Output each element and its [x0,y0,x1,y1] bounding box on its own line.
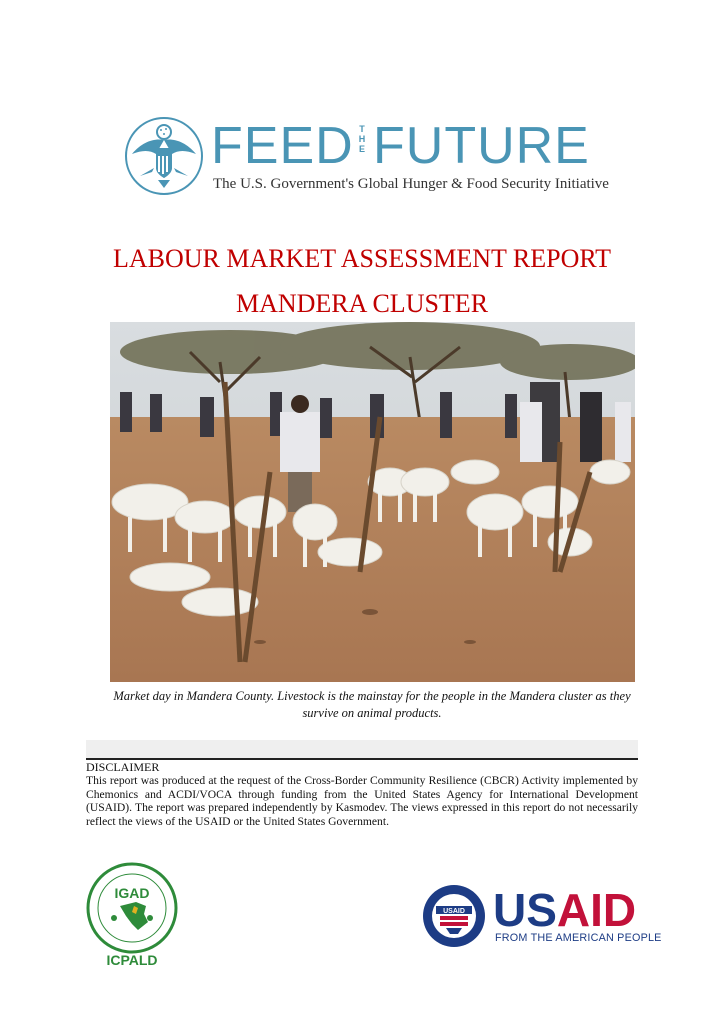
report-subtitle: MANDERA CLUSTER [235,289,489,318]
us-great-seal-logo [124,116,204,196]
disclaimer-separator [86,740,638,760]
photo-caption: Market day in Mandera County. Livestock is the mainstay for the people in the Mandera cluster as they survive on animal products. [113,689,631,720]
report-title: LABOUR MARKET ASSESSMENT REPORT [112,244,612,273]
usaid-tagline: FROM THE AMERICAN PEOPLE [495,932,662,944]
brand-tagline: The U.S. Government's Global Hunger & Food Security Initiative [213,176,609,192]
brand-feed-text: FEED [211,117,354,175]
usaid-wordmark [493,884,636,936]
icpald-label: ICPALD [106,952,158,968]
usaid-seal-icon [422,884,486,948]
disclaimer-heading: DISCLAIMER [86,760,160,774]
usaid-seal-label: USAID [443,908,465,915]
brand-future-text: FUTURE [373,117,590,175]
brand-the-letters: THE [358,124,366,154]
disclaimer-body: This report was produced at the request of the Cross-Border Community Resilience (CBCR) Activity implemented by Chemonics and ACDI/VOCA through funding from the United States Agency for International Development (USAID). The report was prepared independently by Kasmodev. The views expressed in this report do not necessarily reflect the views of the USAID or the United States Government. [86,774,638,828]
igad-logo [86,862,178,954]
usaid-wordmark-aid: AID [556,884,637,936]
market-day-photo [110,322,635,682]
igad-logo-label: IGAD [114,885,150,901]
usaid-wordmark-us: US [493,884,557,936]
brand-the-text [354,124,370,154]
